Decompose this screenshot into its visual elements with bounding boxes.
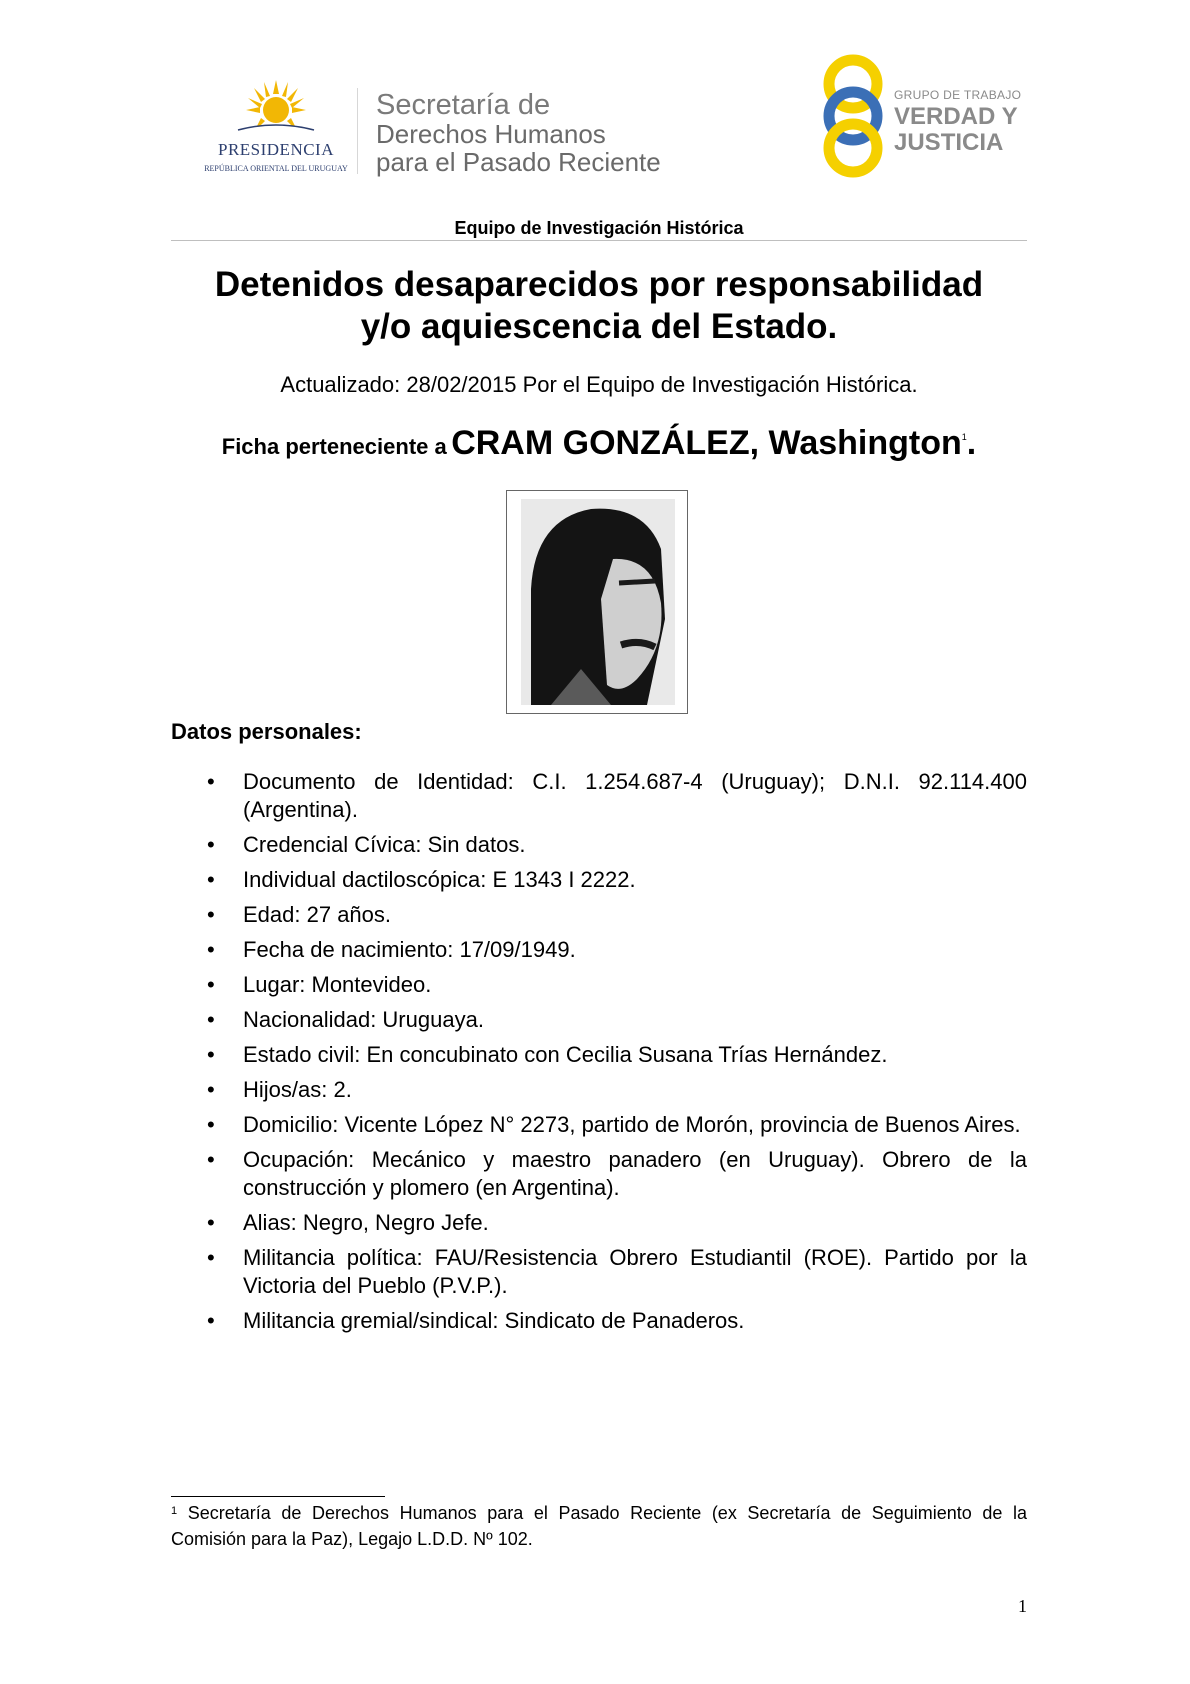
section-label: Datos personales: bbox=[171, 719, 362, 744]
header-divider bbox=[357, 88, 358, 174]
footnote-mark: 1 bbox=[171, 1505, 178, 1517]
list-item bbox=[171, 1244, 1027, 1300]
bullet-icon: • bbox=[207, 867, 215, 892]
list-item bbox=[171, 971, 1027, 999]
list-item-text: Militancia gremial/sindical: Sindicato de Panaderos. bbox=[243, 1308, 745, 1333]
vj-top-label: GRUPO DE TRABAJO bbox=[894, 88, 1022, 102]
personal-data-list bbox=[171, 768, 1027, 1342]
list-item-text: Edad: 27 años. bbox=[243, 902, 392, 927]
portrait-photo bbox=[506, 490, 688, 714]
secretaria-wordmark bbox=[376, 90, 661, 176]
list-item bbox=[171, 1006, 1027, 1034]
ficha-name: CRAM GONZÁLEZ, Washington bbox=[451, 424, 962, 462]
vj-line-1: VERDAD Y bbox=[894, 103, 1018, 130]
ficha-end: . bbox=[966, 424, 977, 462]
presidencia-logo bbox=[196, 80, 356, 180]
title-line-2: y/o aquiescencia del Estado. bbox=[360, 307, 838, 346]
bullet-icon: • bbox=[207, 769, 215, 794]
footnote-rule bbox=[171, 1496, 385, 1497]
list-item bbox=[171, 1111, 1027, 1139]
list-item-text: Nacionalidad: Uruguaya. bbox=[243, 1007, 484, 1032]
linked-rings-icon bbox=[818, 54, 888, 178]
secretaria-line-3: para el Pasado Reciente bbox=[376, 147, 661, 177]
updated-line: Actualizado: 28/02/2015 Por el Equipo de Investigación Histórica. bbox=[280, 372, 918, 397]
list-item bbox=[171, 866, 1027, 894]
document-title bbox=[171, 264, 1027, 348]
list-item-text: Individual dactiloscópica: E 1343 I 2222. bbox=[243, 867, 636, 892]
list-item-text: Fecha de nacimiento: 17/09/1949. bbox=[243, 937, 576, 962]
ficha-prefix: Ficha perteneciente a bbox=[221, 434, 447, 459]
list-item-text: Domicilio: Vicente López N° 2273, partido de Morón, provincia de Buenos Aires. bbox=[243, 1112, 1021, 1137]
presidencia-subtitle: REPÚBLICA ORIENTAL DEL URUGUAY bbox=[204, 164, 348, 173]
team-heading-rule bbox=[171, 240, 1027, 241]
list-item bbox=[171, 1041, 1027, 1069]
list-item-text: Estado civil: En concubinato con Cecilia Susana Trías Hernández. bbox=[243, 1042, 888, 1067]
bullet-icon: • bbox=[207, 1308, 215, 1333]
ficha-footnote-ref: 1 bbox=[961, 432, 967, 442]
footnote-text: Secretaría de Derechos Humanos para el Pasado Reciente (ex Secretaría de Seguimiento de la Comisión para la Paz), Legajo L.D.D. Nº 102. bbox=[171, 1503, 1027, 1549]
list-item bbox=[171, 901, 1027, 929]
bullet-icon: • bbox=[207, 1042, 215, 1067]
list-item bbox=[171, 1146, 1027, 1202]
list-item-text: Credencial Cívica: Sin datos. bbox=[243, 832, 526, 857]
bullet-icon: • bbox=[207, 832, 215, 857]
title-line-1: Detenidos desaparecidos por responsabilidad bbox=[214, 265, 984, 304]
list-item bbox=[171, 936, 1027, 964]
bullet-icon: • bbox=[207, 1007, 215, 1032]
list-item-text: Documento de Identidad: C.I. 1.254.687-4 (Uruguay); D.N.I. 92.114.400 (Argentina). bbox=[243, 769, 1027, 822]
list-item bbox=[171, 1076, 1027, 1104]
bullet-icon: • bbox=[207, 902, 215, 927]
bullet-icon: • bbox=[207, 1210, 215, 1235]
list-item bbox=[171, 768, 1027, 824]
list-item bbox=[171, 1209, 1027, 1237]
bullet-icon: • bbox=[207, 937, 215, 962]
bullet-icon: • bbox=[207, 1245, 215, 1270]
bullet-icon: • bbox=[207, 1112, 215, 1137]
vj-line-2: JUSTICIA bbox=[894, 129, 1004, 156]
verdad-justicia-logo bbox=[818, 54, 1028, 184]
list-item bbox=[171, 1307, 1027, 1335]
bullet-icon: • bbox=[207, 1147, 215, 1172]
presidencia-wordmark: PRESIDENCIA bbox=[217, 140, 334, 159]
list-item-text: Lugar: Montevideo. bbox=[243, 972, 432, 997]
portrait-image bbox=[521, 499, 675, 705]
list-item-text: Alias: Negro, Negro Jefe. bbox=[243, 1210, 489, 1235]
list-item-text: Ocupación: Mecánico y maestro panadero (en Uruguay). Obrero de la construcción y plomero (en Argentina). bbox=[243, 1147, 1027, 1200]
secretaria-line-1: Secretaría de bbox=[376, 89, 551, 121]
secretaria-line-2: Derechos Humanos bbox=[376, 119, 606, 149]
sun-emblem-icon bbox=[234, 80, 318, 138]
footnote bbox=[171, 1500, 1027, 1552]
list-item-text: Hijos/as: 2. bbox=[243, 1077, 352, 1102]
list-item bbox=[171, 831, 1027, 859]
ficha-heading bbox=[171, 424, 1027, 463]
bullet-icon: • bbox=[207, 1077, 215, 1102]
list-item-text: Militancia política: FAU/Resistencia Obrero Estudiantil (ROE). Partido por la Victoria del Pueblo (P.V.P.). bbox=[243, 1245, 1027, 1298]
page-number: 1 bbox=[1018, 1596, 1027, 1616]
bullet-icon: • bbox=[207, 972, 215, 997]
team-heading: Equipo de Investigación Histórica bbox=[454, 218, 744, 238]
